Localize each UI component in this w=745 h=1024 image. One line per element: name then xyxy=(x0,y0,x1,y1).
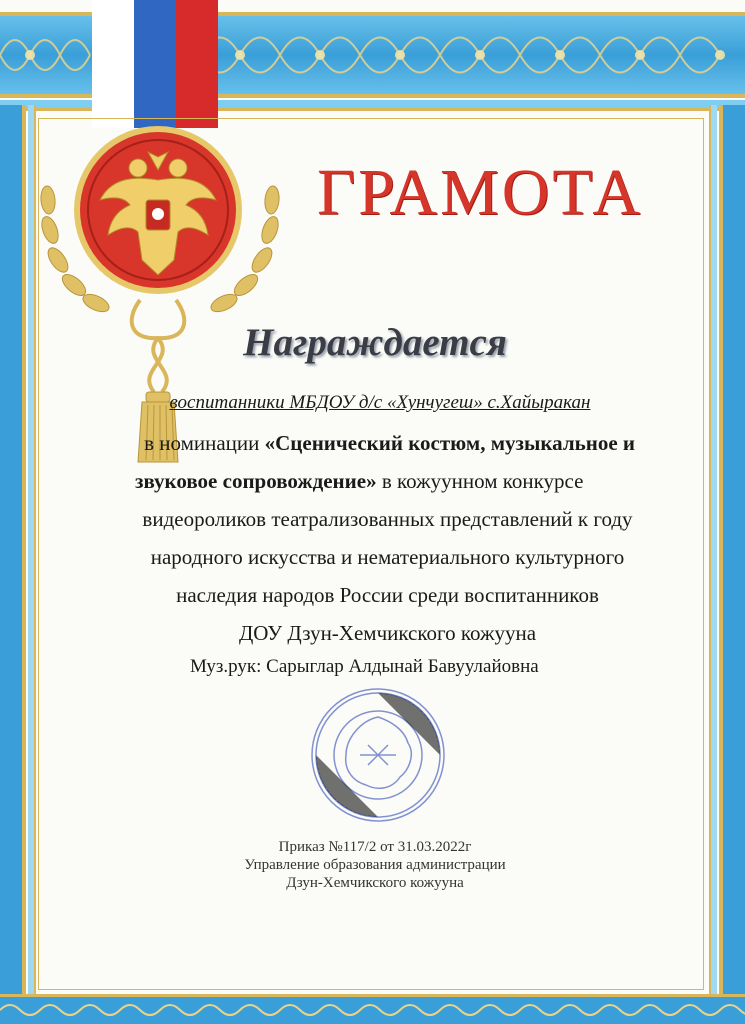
nomination-name-part1: «Сценический костюм, музыкальное и xyxy=(264,431,635,455)
body-line: ДОУ Дзун-Хемчикского кожууна xyxy=(238,621,537,645)
right-border xyxy=(705,105,745,1005)
body-line: наследия народов России среди воспитанников xyxy=(176,583,599,607)
nomination-text xyxy=(110,424,665,652)
recipient-line: воспитанники МБДОУ д/с «Хунчугеш» с.Хайыракан xyxy=(169,392,591,413)
nomination-line-2: звуковое сопровождение» в кожуунном конкурсе xyxy=(135,469,584,493)
nomination-line-1: в номинации «Сценический костюм, музыкальное и xyxy=(144,431,635,455)
official-stamp xyxy=(308,685,448,825)
music-director-line: Муз.рук: Сарыглар Алдынай Бавуулайовна xyxy=(190,656,539,677)
certificate-title: ГРАМОТА xyxy=(316,156,644,229)
body-line: народного искусства и нематериального культурного xyxy=(150,545,625,569)
awarded-heading: Награждается xyxy=(243,321,507,364)
body-line: видеороликов театрализованных представлений к году xyxy=(142,507,633,531)
nomination-name-part2: звуковое сопровождение» xyxy=(135,469,377,493)
issuing-authority-region: Дзун-Хемчикского кожууна xyxy=(286,875,464,891)
order-block xyxy=(200,838,550,892)
order-number: Приказ №117/2 от 31.03.2022г xyxy=(278,839,472,855)
issuing-authority: Управление образования администрации xyxy=(244,857,506,873)
bottom-ornament-band xyxy=(0,994,745,1024)
